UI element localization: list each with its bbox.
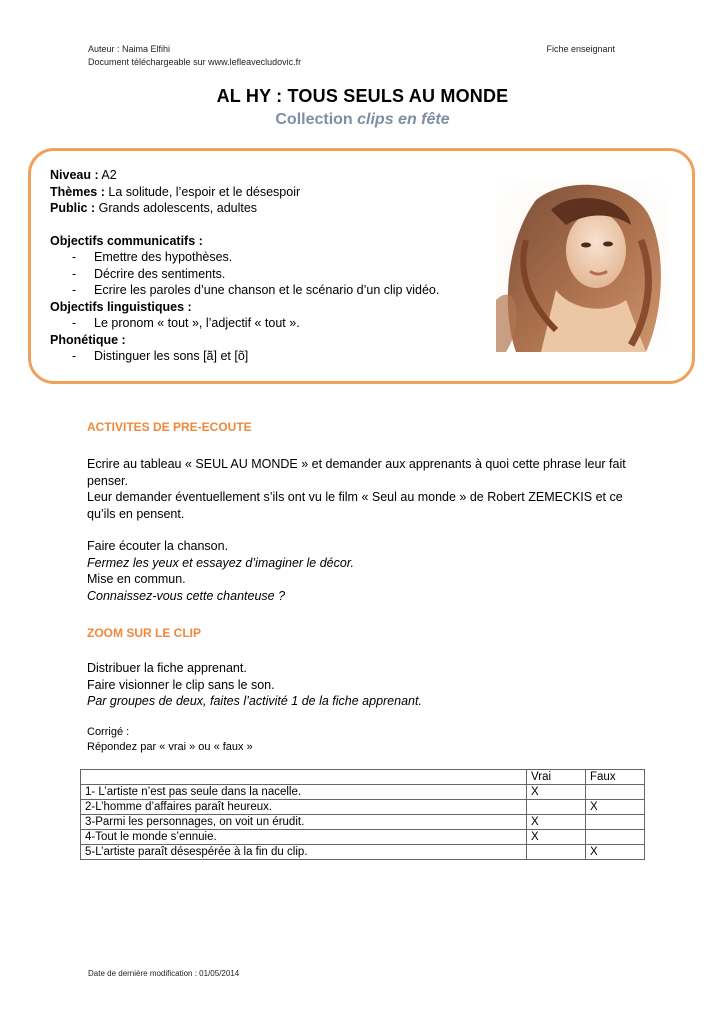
subtitle-plain: Collection bbox=[275, 111, 358, 128]
singer-photo bbox=[496, 180, 668, 352]
niveau-value: A2 bbox=[98, 168, 117, 182]
themes-line bbox=[50, 184, 480, 201]
table-cell: 2-L’homme d’affaires paraît heureux. bbox=[81, 800, 527, 815]
table-cell: X bbox=[527, 815, 586, 830]
table-row bbox=[81, 845, 645, 860]
paragraph: Faire écouter la chanson. bbox=[87, 539, 229, 553]
table-cell: 1- L’artiste n’est pas seule dans la nacelle. bbox=[81, 785, 527, 800]
table-cell: X bbox=[527, 785, 586, 800]
instruction: Répondez par « vrai » ou « faux » bbox=[87, 741, 253, 753]
header-left bbox=[88, 43, 301, 69]
table-cell: 3-Parmi les personnages, on voit un érudit. bbox=[81, 815, 527, 830]
table-header-row bbox=[81, 770, 645, 785]
table-row bbox=[81, 815, 645, 830]
table-cell bbox=[586, 785, 645, 800]
paragraph: Ecrire au tableau « SEUL AU MONDE » et demander aux apprenants à quoi cette phrase leur fait penser. bbox=[87, 457, 626, 488]
table-row bbox=[81, 800, 645, 815]
corrige-block bbox=[87, 725, 253, 755]
paragraph-italic: Connaissez-vous cette chanteuse ? bbox=[87, 588, 286, 603]
table-cell bbox=[527, 800, 586, 815]
info-box-content bbox=[50, 167, 480, 365]
table-row bbox=[81, 785, 645, 800]
paragraph: Faire visionner le clip sans le son. bbox=[87, 677, 275, 692]
list-item: - Distinguer les sons [ã] et [õ] bbox=[72, 349, 249, 363]
themes-label: Thèmes : bbox=[50, 184, 105, 199]
public-label: Public : bbox=[50, 201, 96, 215]
list-item: - Décrire des sentiments. bbox=[72, 266, 226, 281]
corrige-label: Corrigé : bbox=[87, 726, 130, 738]
themes-value: La solitude, l’espoir et le désespoir bbox=[104, 184, 301, 199]
list-item: - Le pronom « tout », l’adjectif « tout ». bbox=[72, 316, 300, 330]
list-item: - Emettre des hypothèses. bbox=[72, 250, 233, 264]
answer-table bbox=[80, 769, 645, 860]
table-row bbox=[81, 830, 645, 845]
table-cell: X bbox=[527, 830, 586, 845]
table-cell: 4-Tout le monde s’ennuie. bbox=[81, 830, 527, 845]
pre-ecoute-text bbox=[87, 456, 647, 604]
table-cell bbox=[527, 845, 586, 860]
public-value: Grands adolescents, adultes bbox=[95, 201, 258, 215]
table-cell: X bbox=[586, 800, 645, 815]
table-cell bbox=[586, 815, 645, 830]
phonetique-label: Phonétique : bbox=[50, 332, 126, 347]
table-header-vrai: Vrai bbox=[527, 770, 586, 785]
paragraph: Distribuer la fiche apprenant. bbox=[87, 661, 247, 675]
section-zoom: ZOOM SUR LE CLIP bbox=[87, 626, 201, 640]
table-cell bbox=[81, 770, 527, 785]
table-cell: X bbox=[586, 845, 645, 860]
page-title: AL HY : TOUS SEULS AU MONDE bbox=[216, 86, 509, 106]
paragraph-italic: Fermez les yeux et essayez d’imaginer le décor. bbox=[87, 555, 355, 570]
obj-comm-label: Objectifs communicatifs : bbox=[50, 233, 203, 248]
niveau-line bbox=[50, 167, 480, 184]
subtitle-italic: clips en fête bbox=[357, 111, 450, 128]
table-cell: 5-L’artiste paraît désespérée à la fin du clip. bbox=[81, 845, 527, 860]
header-download-link: Document téléchargeable sur www.lefleavecludovic.fr bbox=[88, 57, 302, 67]
niveau-label: Niveau : bbox=[50, 168, 99, 182]
list-item: - Ecrire les paroles d’une chanson et le scénario d’un clip vidéo. bbox=[72, 283, 440, 297]
obj-ling-label: Objectifs linguistiques : bbox=[50, 299, 192, 314]
zoom-text bbox=[87, 660, 647, 710]
public-line bbox=[50, 200, 480, 217]
page-subtitle bbox=[0, 111, 725, 129]
header-author: Auteur : Naima Elfihi bbox=[88, 44, 171, 54]
paragraph: Mise en commun. bbox=[87, 572, 186, 586]
paragraph-italic: Par groupes de deux, faites l’activité 1 de la fiche apprenant. bbox=[87, 694, 422, 708]
footer-date: Date de dernière modification : 01/05/2014 bbox=[88, 969, 240, 978]
paragraph: Leur demander éventuellement s’ils ont vu le film « Seul au monde » de Robert ZEMECKIS et ce qu’ils en pensent. bbox=[87, 490, 623, 521]
section-pre-ecoute: ACTIVITES DE PRE-ECOUTE bbox=[87, 420, 252, 434]
portrait-image bbox=[496, 180, 668, 352]
header-doc-type: Fiche enseignant bbox=[546, 44, 615, 54]
table-header-faux: Faux bbox=[586, 770, 645, 785]
table-cell bbox=[586, 830, 645, 845]
